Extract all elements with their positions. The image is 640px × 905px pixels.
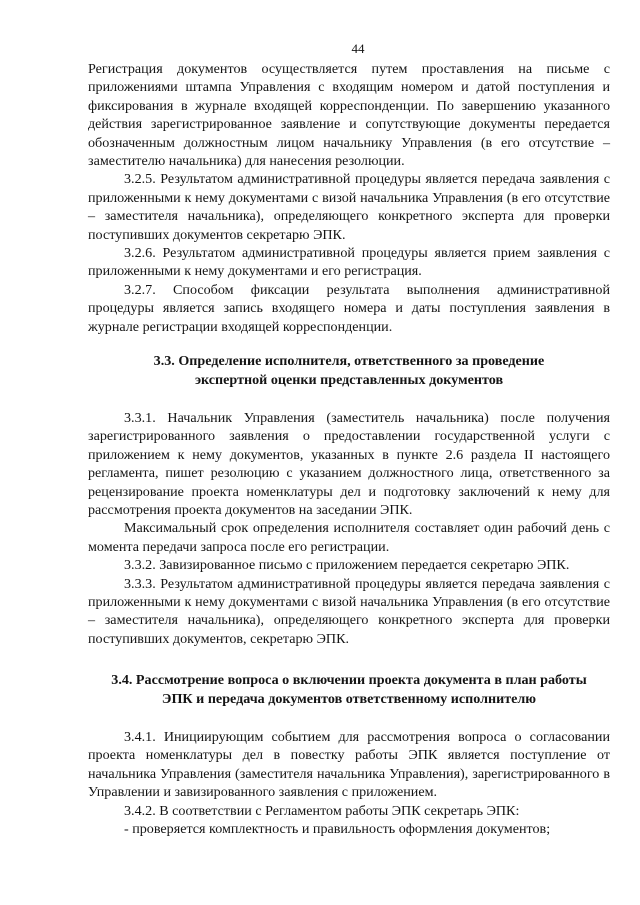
paragraph-max-term: Максимальный срок определения исполнителя составляет один рабочий день с момента передачи запроса после его регистрации. <box>88 520 610 555</box>
paragraph-3-3-1: 3.3.1. Начальник Управления (заместитель начальника) после получения зарегистрированного заявления о предоставлении государственной услуги с приложением к нему документов, указанных в пункте 2.6 раздела II настоящего регламента, пишет резолюцию с указанием должностного лица, ответственного за рецензирование проекта номенклатуры дел и подготовку заключений к нему для рассмотрения проекта документов на заседании ЭПК. <box>88 409 610 518</box>
section-3-4-body <box>88 728 610 838</box>
paragraph-3-2-7: 3.2.7. Способом фиксации результата выполнения административной процедуры является запись входящего номера и даты поступления заявления в журнале регистрации входящей корреспонденции. <box>88 281 610 335</box>
paragraph-3-2-6: 3.2.6. Результатом административной процедуры является прием заявления с приложенными к нему документами и его регистрация. <box>88 245 610 280</box>
paragraph-3-4-2: 3.4.2. В соответствии с Регламентом работы ЭПК секретарь ЭПК: <box>124 802 520 819</box>
paragraph-3-3-3: 3.3.3. Результатом административной процедуры является передача заявления с приложенными к нему документами с визой начальника Управления (в его отсутствие – заместителя начальника), определяющего конкретного эксперта для проверки поступивших документов, секретарю ЭПК. <box>88 575 610 647</box>
section-3-4-heading-line1: 3.4. Рассмотрение вопроса о включении проекта документа в план работы <box>111 672 587 689</box>
paragraph-3-2-5: 3.2.5. Результатом административной процедуры является передача заявления с приложенными к нему документами с визой начальника Управления (в его отсутствие – заместителя начальника), определяющего конкретного эксперта для проверки поступивших документов секретарю ЭПК. <box>88 171 610 243</box>
section-3-4-heading-line2: ЭПК и передача документов ответственному исполнителю <box>161 690 537 707</box>
document-page <box>88 38 610 838</box>
paragraph-3-4-2-item: - проверяется комплектность и правильность оформления документов; <box>124 821 551 838</box>
section-3-3-heading-line1: 3.3. Определение исполнителя, ответственного за проведение <box>153 353 545 370</box>
page-number: 44 <box>351 41 365 56</box>
paragraph-3-4-1: 3.4.1. Инициирующим событием для рассмотрения вопроса о согласовании проекта номенклатуры дел в повестку работы ЭПК является поступление от начальника Управления (заместителя начальника Управления), зарегистрированного в Управлении и завизированного заявления с приложением. <box>88 729 610 801</box>
section-3-3-heading-line2: экспертной оценки представленных документов <box>194 371 504 388</box>
section-3-3-heading <box>88 352 610 389</box>
section-3-3-body <box>88 409 610 648</box>
paragraph-3-3-2: 3.3.2. Завизированное письмо с приложением передается секретарю ЭПК. <box>124 557 570 574</box>
section-3-4-heading <box>88 671 610 708</box>
paragraph-registration: Регистрация документов осуществляется путем проставления на письме с приложениями штампа Управления с входящим номером и датой поступления и фиксирования в журнале входящей корреспонденции. По завершению указанного действия зарегистрированное заявление и сопутствующие документы передается обозначенным должностным лицом начальнику Управления (в его отсутствие – заместителю начальника) для нанесения резолюции. <box>88 61 610 170</box>
